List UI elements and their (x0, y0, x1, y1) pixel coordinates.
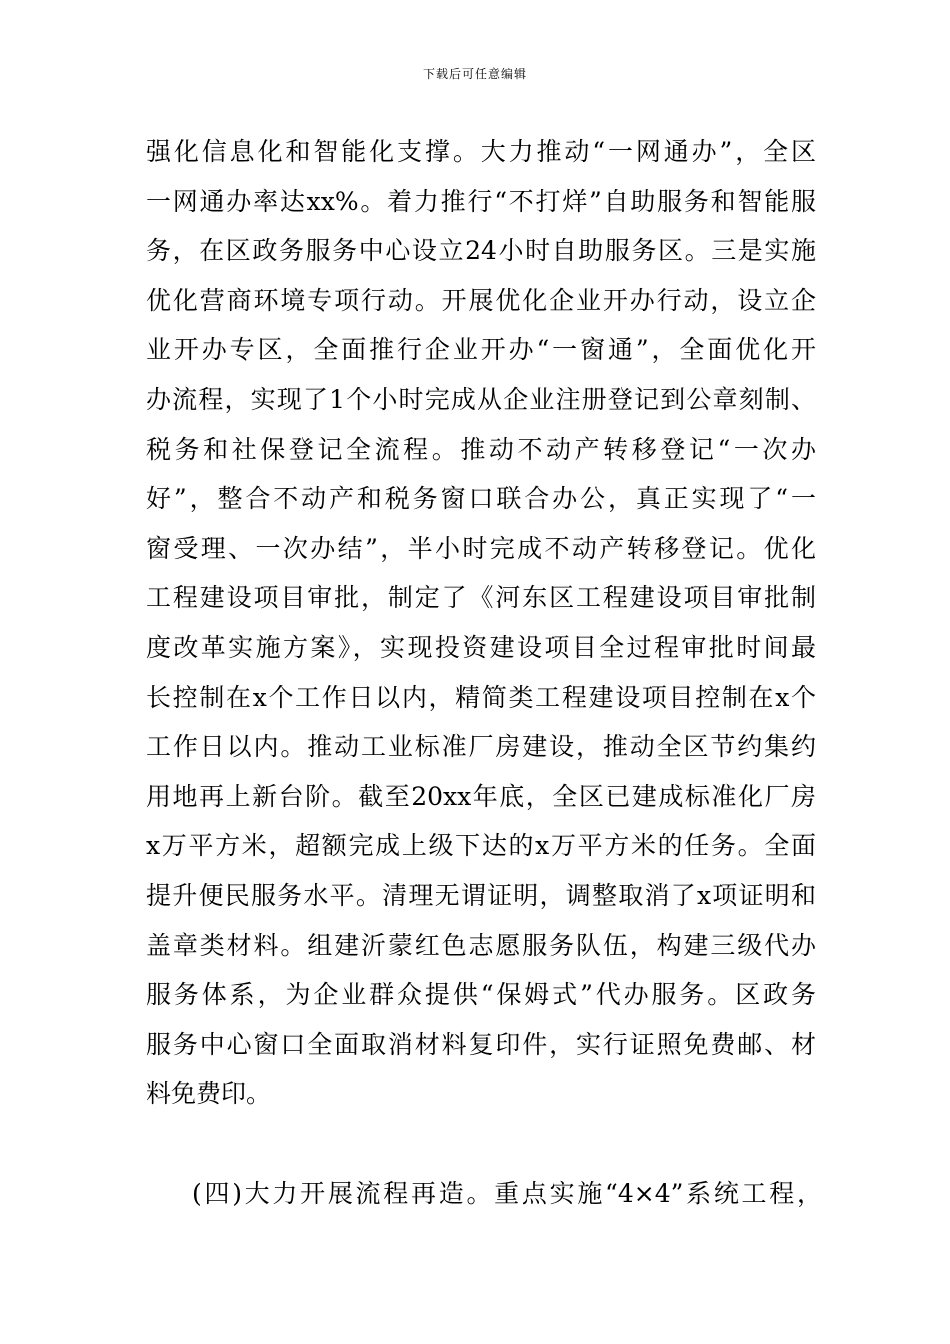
text-line: 服务体系，为企业群众提供“保姆式”代办服务。区政务 (146, 980, 816, 1010)
text-line: 办流程，实现了1个小时完成从企业注册登记到公章刻制、 (146, 384, 816, 414)
section-heading-line: (四)大力开展流程再造。重点实施“4×4”系统工程， (192, 1179, 822, 1208)
text-line: 优化营商环境专项行动。开展优化企业开办行动，设立企 (146, 285, 816, 315)
text-line: 业开办专区，全面推行企业开办“一窗通”，全面优化开 (146, 335, 816, 365)
paragraph-2 (192, 1169, 822, 1219)
text-line: 盖章类材料。组建沂蒙红色志愿服务队伍，构建三级代办 (146, 930, 816, 960)
text-line: 提升便民服务水平。清理无谓证明，调整取消了x项证明和 (146, 880, 816, 910)
text-line: 好”，整合不动产和税务窗口联合办公，真正实现了“一 (146, 484, 816, 514)
text-line: x万平方米，超额完成上级下达的x万平方米的任务。全面 (146, 831, 816, 861)
text-line-last: 料免费印。 (146, 1079, 272, 1109)
text-line: 度改革实施方案》，实现投资建设项目全过程审批时间最 (146, 632, 816, 662)
text-line: 工作日以内。推动工业标准厂房建设，推动全区节约集约 (146, 732, 816, 762)
text-line: 工程建设项目审批，制定了《河东区工程建设项目审批制 (146, 583, 816, 613)
page-header: 下载后可任意编辑 (422, 67, 527, 81)
text-line: 务，在区政务服务中心设立24小时自助服务区。三是实施 (146, 236, 816, 266)
text-line: 长控制在x个工作日以内，精简类工程建设项目控制在x个 (146, 682, 816, 712)
text-line: 一网通办率达xx%。着力推行“不打烊”自助服务和智能服 (146, 186, 816, 216)
text-line: 强化信息化和智能化支撑。大力推动“一网通办”，全区 (146, 137, 816, 166)
text-line: 税务和社保登记全流程。推动不动产转移登记“一次办 (146, 434, 816, 464)
paragraph-1 (146, 127, 816, 1119)
text-line: 用地再上新台阶。截至20xx年底，全区已建成标准化厂房 (146, 781, 816, 811)
text-line: 服务中心窗口全面取消材料复印件，实行证照免费邮、材 (146, 1029, 816, 1059)
text-line: 窗受理、一次办结”，半小时完成不动产转移登记。优化 (146, 533, 816, 563)
